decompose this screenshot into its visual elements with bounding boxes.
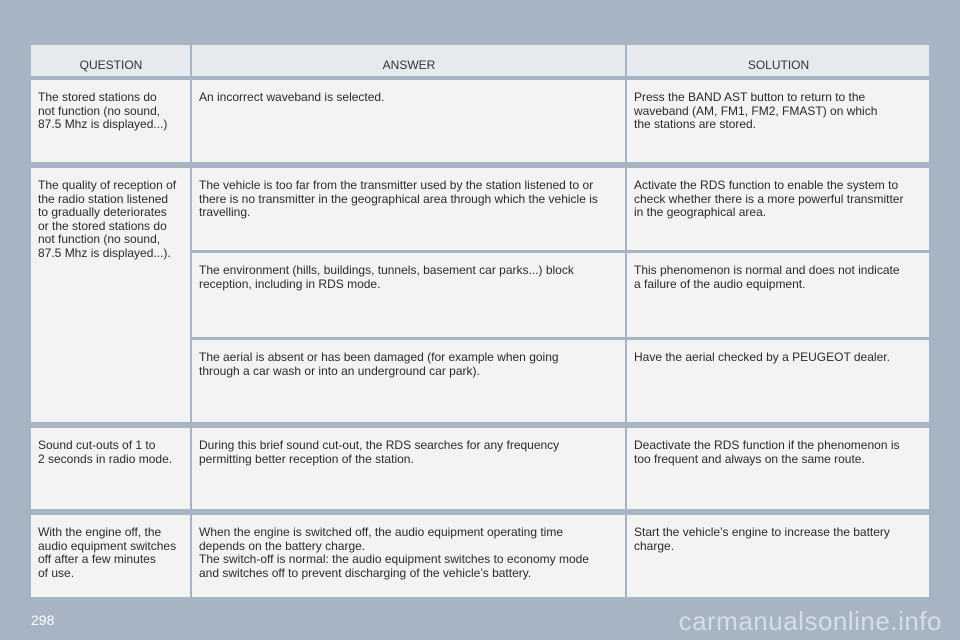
table-row bbox=[31, 168, 929, 422]
solution-cell: Have the aerial checked by a PEUGEOT dealer. bbox=[627, 340, 929, 422]
answer-cell: When the engine is switched off, the audio equipment operating time depends on the battery charge. The switch-off is normal: the audio equipment switches to economy mode and switches off to prevent discharging of the vehicle’s battery. bbox=[192, 515, 625, 597]
answer-cell: The aerial is absent or has been damaged (for example when going through a car wash or into an underground car park). bbox=[192, 340, 625, 422]
table-header bbox=[31, 45, 929, 76]
page-number: 298 bbox=[31, 612, 55, 628]
troubleshooting-table bbox=[31, 45, 929, 603]
answer-cell: During this brief sound cut-out, the RDS searches for any frequency permitting better reception of the station. bbox=[192, 428, 625, 509]
header-solution: SOLUTION bbox=[627, 45, 929, 76]
table-row bbox=[31, 428, 929, 509]
solution-cell: Start the vehicle’s engine to increase the battery charge. bbox=[627, 515, 929, 597]
watermark: carmanualsonline.info bbox=[678, 606, 942, 636]
header-answer: ANSWER bbox=[192, 45, 625, 76]
solution-cell: Activate the RDS function to enable the system to check whether there is a more powerful transmitter in the geographical area. bbox=[627, 168, 929, 250]
table-row bbox=[31, 515, 929, 597]
question-cell: With the engine off, the audio equipment switches off after a few minutes of use. bbox=[31, 515, 190, 597]
solution-cell: This phenomenon is normal and does not indicate a failure of the audio equipment. bbox=[627, 253, 929, 337]
table-row bbox=[31, 80, 929, 162]
question-cell: Sound cut-outs of 1 to 2 seconds in radio mode. bbox=[31, 428, 190, 509]
answer-cell: An incorrect waveband is selected. bbox=[192, 80, 625, 162]
question-cell: The stored stations do not function (no sound, 87.5 Mhz is displayed...) bbox=[31, 80, 190, 162]
solution-cell: Press the BAND AST button to return to the waveband (AM, FM1, FM2, FMAST) on which the stations are stored. bbox=[627, 80, 929, 162]
answer-cell: The vehicle is too far from the transmitter used by the station listened to or there is no transmitter in the geographical area through which the vehicle is travelling. bbox=[192, 168, 625, 250]
answer-cell: The environment (hills, buildings, tunnels, basement car parks...) block reception, including in RDS mode. bbox=[192, 253, 625, 337]
header-question: QUESTION bbox=[31, 45, 190, 76]
question-cell: The quality of reception of the radio station listened to gradually deteriorates or the stored stations do not function (no sound, 87.5 Mhz is displayed...). bbox=[31, 168, 190, 422]
solution-cell: Deactivate the RDS function if the phenomenon is too frequent and always on the same route. bbox=[627, 428, 929, 509]
